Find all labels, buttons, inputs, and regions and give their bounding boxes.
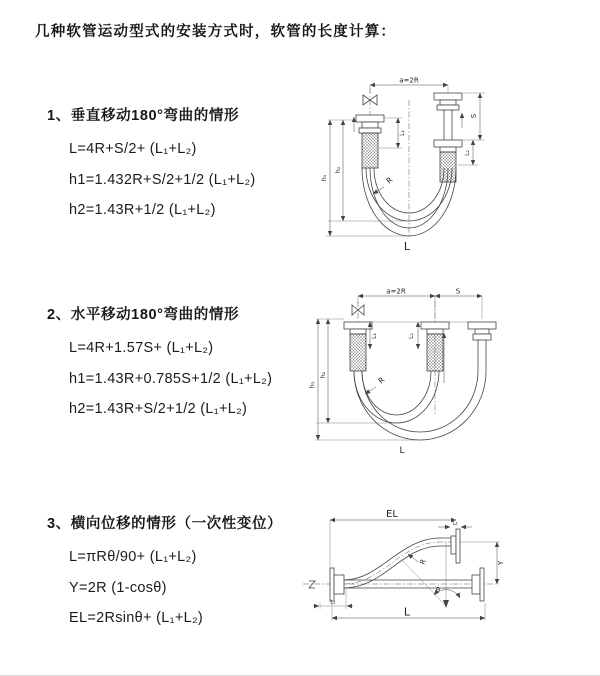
dim-label-h1: h₁: [320, 174, 328, 182]
dim-label-l1: L₁: [330, 599, 336, 606]
hose-curve: [344, 546, 451, 588]
dim-label-r: R: [384, 175, 395, 186]
dim-label-theta: θ: [436, 586, 440, 594]
diagram-vertical-180-bend: [310, 70, 530, 260]
diagram-lateral-displacement: [300, 505, 530, 635]
dim-label-y: Y: [497, 560, 505, 566]
dim-label-h1: h₁: [308, 381, 316, 389]
hose-drawing: [303, 529, 499, 601]
hose-braid: [362, 133, 378, 168]
dim-label-l: L: [403, 605, 411, 619]
hose-drawing: [344, 301, 496, 440]
page-title: 几种软管运动型式的安装方式时，软管的长度计算：: [35, 24, 397, 40]
diagram-horizontal-180-bend: [310, 283, 550, 458]
dim-label-h2: h₂: [319, 371, 327, 379]
dim-label-a2r: a=2R: [386, 287, 406, 296]
dim-label-r: R: [418, 558, 428, 566]
section-heading: 2、水平移动180°弯曲的情形: [47, 307, 240, 323]
formula: EL=2Rsinθ+ (L₁+L₂): [69, 610, 204, 626]
dim-label-l: L: [403, 240, 411, 253]
dimension-lines: [320, 77, 485, 254]
formula: L=4R+1.57S+ (L₁+L₂): [69, 340, 214, 356]
dim-label-r: R: [376, 375, 387, 386]
dim-label-el: EL: [386, 509, 398, 520]
formula: h2=1.43R+S/2+1/2 (L₁+L₂): [69, 401, 248, 417]
dimension-lines: [308, 288, 482, 457]
section-heading: 1、垂直移动180°弯曲的情形: [47, 108, 240, 124]
dim-label-l1: L₁: [399, 130, 406, 136]
hose-braid: [440, 152, 456, 182]
formula: L=πRθ/90+ (L₁+L₂): [69, 549, 197, 565]
section-vertical-180: [47, 104, 325, 226]
hose-braid: [350, 334, 366, 371]
dim-label-s: S: [455, 287, 461, 296]
hose-braid: [427, 334, 443, 371]
dim-label-s: S: [470, 113, 478, 119]
dim-label-a2r: a=2R: [399, 76, 419, 85]
dim-label-l2: L₂: [464, 150, 471, 156]
section-lateral-displacement: [47, 512, 325, 634]
formula: h2=1.43R+1/2 (L₁+L₂): [69, 202, 216, 218]
dim-label-l: L: [399, 446, 405, 456]
centerline-break-mark: [309, 581, 315, 588]
dim-label-l2: L₂: [452, 520, 458, 527]
formula: h1=1.43R+0.785S+1/2 (L₁+L₂): [69, 370, 273, 387]
dim-label-h2: h₂: [334, 166, 342, 174]
formula: h1=1.432R+S/2+1/2 (L₁+L₂): [69, 171, 256, 188]
section-heading: 3、横向位移的情形（一次性变位）: [47, 516, 283, 532]
formula: Y=2R (1-cosθ): [69, 579, 167, 596]
hose-drawing: [354, 88, 462, 238]
section-horizontal-180: [47, 303, 325, 425]
dim-label-l1: L₁: [371, 333, 378, 339]
dim-label-l2: L₂: [408, 333, 415, 339]
dimension-lines: [313, 509, 505, 621]
formula: L=4R+S/2+ (L₁+L₂): [69, 141, 197, 157]
